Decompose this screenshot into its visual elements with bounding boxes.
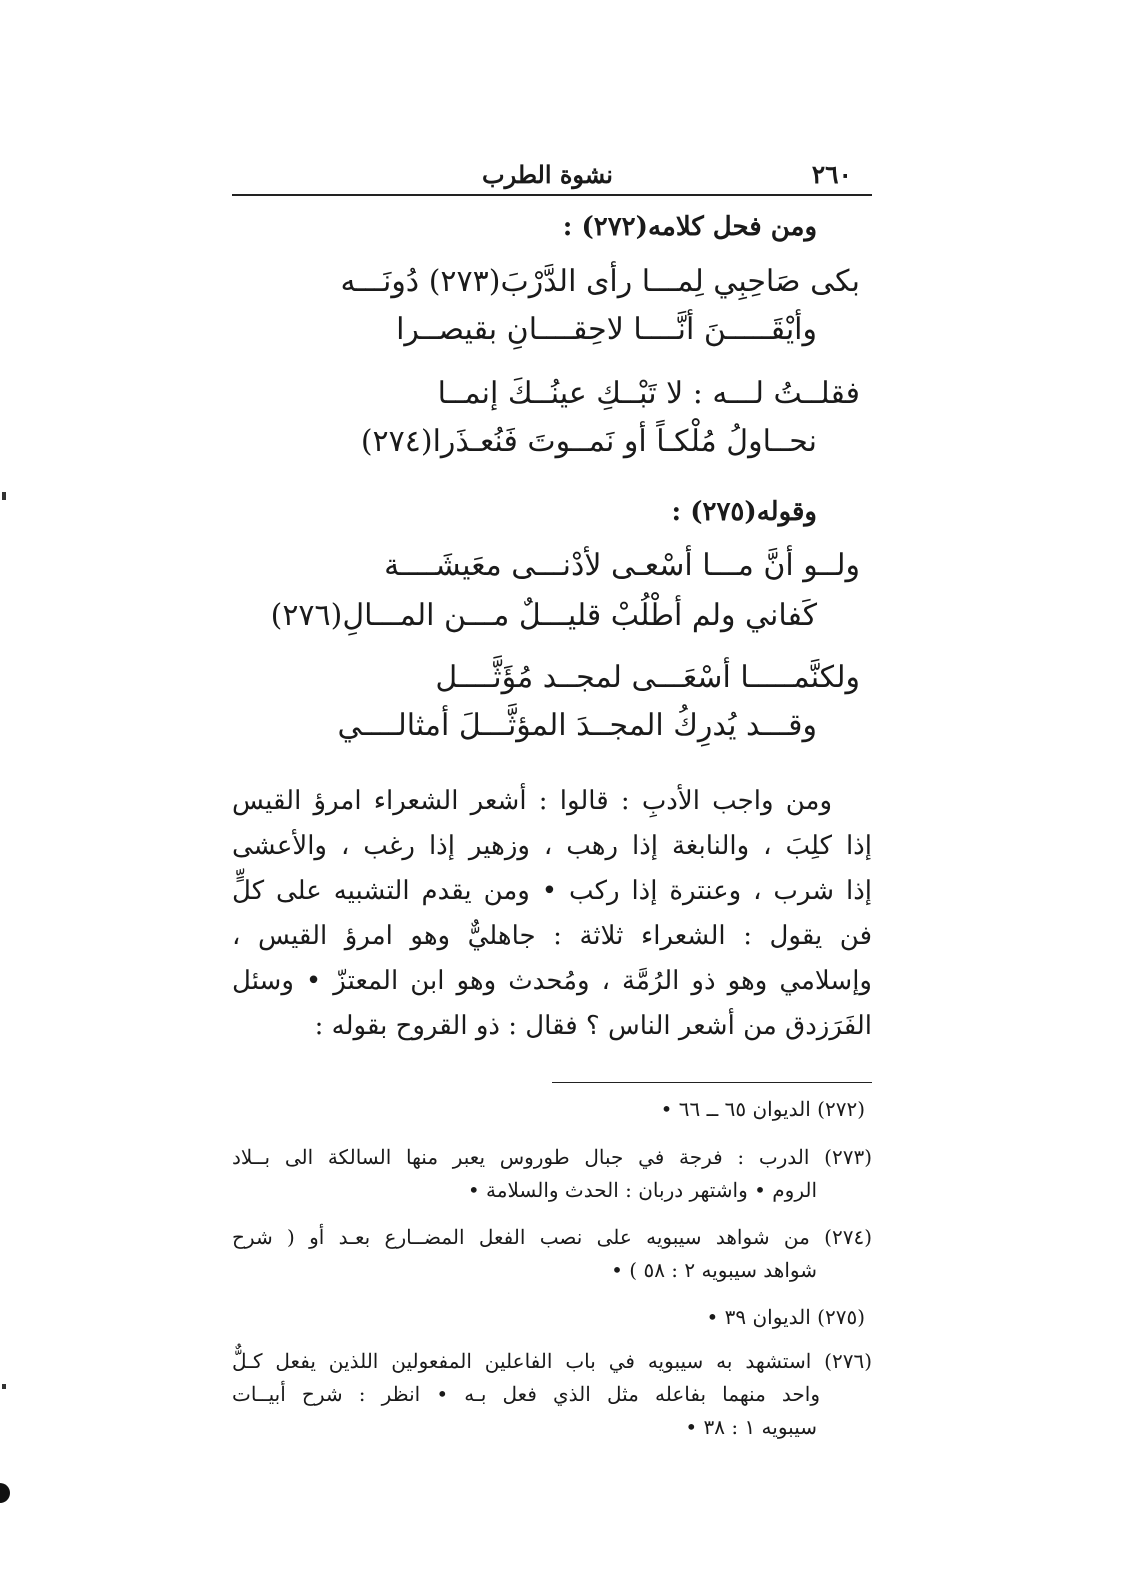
footnote-273-continuation: الروم • واشتهر دربان : الحدث والسلامة • <box>467 1178 817 1202</box>
footnote-274-continuation: شواهد سيبويه ٢ : ٥٨ ) • <box>611 1258 817 1282</box>
poem-intro-1: ومن فحل كلامه(٢٧٢) : <box>562 212 817 242</box>
verse-4-first-hemistich: ولكنَّمـــــا أسْعَـــى لمجــد مُؤَثَّــــل <box>435 660 860 695</box>
page-header <box>232 150 872 196</box>
footnote-276-continuation: واحد منهما بفاعله مثل الذي فعل بـه • انظر : شرح أبيــات <box>232 1382 820 1406</box>
footnote-274: (٢٧٤) من شواهد سيبويه على نصب الفعل المضــارع بعـد أو ( شرح <box>232 1225 872 1249</box>
page-number: ٢٦٠ <box>811 160 852 189</box>
footnote-separator <box>552 1082 872 1083</box>
footnote-276: (٢٧٦) استشهد به سيبويه في باب الفاعلين المفعولين اللذين يفعل كـلٌّ <box>232 1349 872 1373</box>
verse-3-second-hemistich: كَفاني ولم أطْلُبْ قليـــلٌ مـــن المـــالِ(٢٧٦) <box>270 598 817 633</box>
paragraph-line: إذا كلِبَ ، والنابغة إذا رهب ، وزهير إذا رغب ، والأعشى <box>232 831 872 861</box>
footnote-272: (٢٧٢) الديوان ٦٥ ــ ٦٦ • <box>660 1097 865 1121</box>
footnote-275: (٢٧٥) الديوان ٣٩ • <box>706 1305 865 1329</box>
poem-intro-2: وقوله(٢٧٥) : <box>671 497 817 527</box>
verse-2-second-hemistich: نحــاولُ مُلْكـاً أو نَمــوتَ فَنُعـذَرا(٢٧٤) <box>360 424 817 459</box>
running-title: نشوة الطرب <box>482 160 613 189</box>
footnote-273: (٢٧٣) الدرب : فرجة في جبال طوروس يعبر منها السالكة الى بــلاد <box>232 1145 872 1169</box>
verse-3-first-hemistich: ولــو أنَّ مـــا أسْعـى لأدْنـــى معَيشَــــة <box>384 548 860 583</box>
verse-4-second-hemistich: وقـــد يُدرِكُ المجــدَ المؤثَّـــلَ أمثالــــي <box>337 708 817 743</box>
scan-mark <box>2 492 6 500</box>
paragraph-line: ومن واجب الأدبِ : قالوا : أشعر الشعراء امرؤ القيس <box>232 786 832 816</box>
verse-1-first-hemistich: بكى صَاحِبِي لِمـــا رأى الدَّرْبَ(٢٧٣) دُونَـــه <box>340 264 860 299</box>
verse-1-second-hemistich: وأيْقَـــــنَ أنَّــــا لاحِقــــانِ بقيصــرا <box>396 312 817 347</box>
scan-binding-mark <box>0 1483 10 1503</box>
footnote-276-continuation: سيبويه ١ : ٣٨ • <box>685 1415 817 1439</box>
verse-2-first-hemistich: فقلــتُ لـــه : لا تَبْــكِ عينُــكَ إنمــا <box>437 376 860 411</box>
paragraph-line: الفَرَزدق من أشعر الناس ؟ فقال : ذو القروح بقوله : <box>314 1011 872 1041</box>
paragraph-line: إذا شرب ، وعنترة إذا ركب • ومن يقدم التشبيه على كلٍّ <box>232 876 872 906</box>
paragraph-line: وإسلامي وهو ذو الرُمَّة ، ومُحدث وهو ابن المعتزّ • وسئل <box>232 966 872 996</box>
paragraph-line: فن يقول : الشعراء ثلاثة : جاهليٌّ وهو امرؤ القيس ، <box>232 921 872 951</box>
scan-mark <box>2 1384 6 1389</box>
